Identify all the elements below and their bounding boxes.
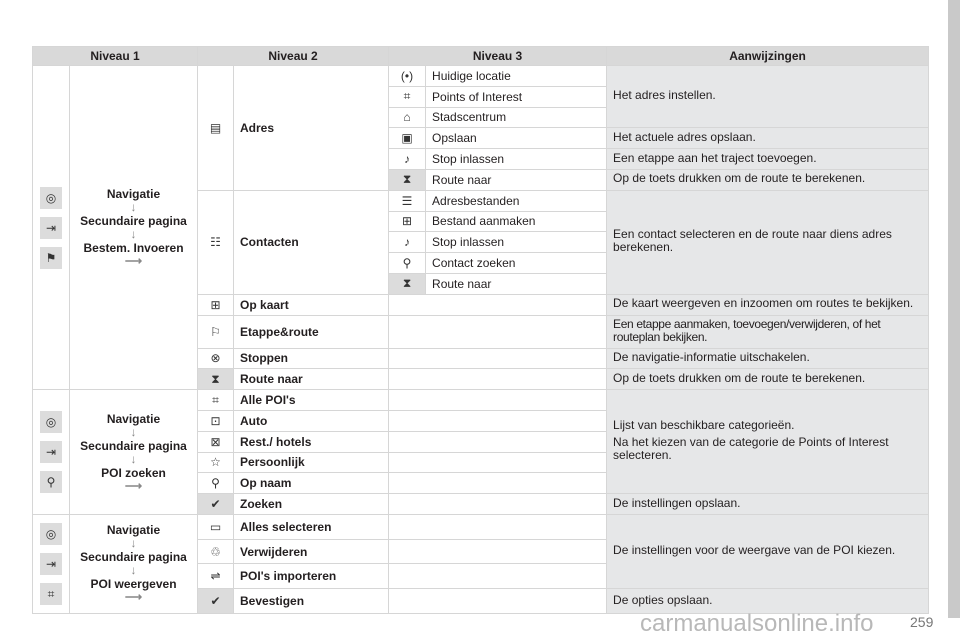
note-text: De instellingen voor de weergave van de POI kiezen. bbox=[613, 543, 896, 558]
level2-label[interactable]: Contacten bbox=[234, 190, 389, 294]
level1-step: Secundaire pagina bbox=[80, 438, 187, 453]
level3-label[interactable]: Points of Interest bbox=[426, 86, 607, 107]
level3-label[interactable]: Adresbestanden bbox=[426, 190, 607, 211]
instruction-note bbox=[607, 294, 929, 315]
navigation-icon[interactable]: ◎ bbox=[40, 187, 62, 209]
note-text: De navigatie-informatie uitschakelen. bbox=[613, 349, 810, 364]
level3-empty bbox=[389, 390, 607, 411]
level3-empty bbox=[389, 410, 607, 431]
header-niveau-1: Niveau 1 bbox=[33, 47, 198, 66]
save-icon[interactable]: ▣ bbox=[389, 128, 426, 149]
note-text: Lijst van beschikbare categorieën. bbox=[613, 418, 795, 433]
note-text: Een contact selecteren en de route naar diens adres berekenen. bbox=[613, 227, 892, 255]
instruction-note bbox=[607, 66, 929, 128]
instruction-note bbox=[607, 390, 929, 494]
poi-icon[interactable]: ⌗ bbox=[198, 390, 234, 411]
level2-label[interactable]: Op naam bbox=[234, 473, 389, 494]
route-to-icon[interactable]: ⧗ bbox=[389, 273, 426, 294]
navigation-menu-table bbox=[32, 46, 929, 614]
level1-step: Navigatie bbox=[106, 411, 161, 426]
level3-label[interactable]: Route naar bbox=[426, 169, 607, 190]
level2-label[interactable]: Verwijderen bbox=[234, 539, 389, 564]
address-icon[interactable]: ▤ bbox=[198, 66, 234, 191]
level2-label[interactable]: Auto bbox=[234, 410, 389, 431]
level3-empty bbox=[389, 348, 607, 369]
poi-display-icon[interactable]: ⌗ bbox=[40, 583, 62, 605]
address-book-icon[interactable]: ☰ bbox=[389, 190, 426, 211]
table-row bbox=[33, 390, 929, 411]
car-icon[interactable]: ⊡ bbox=[198, 410, 234, 431]
level1-icons bbox=[33, 514, 70, 613]
level3-empty bbox=[389, 315, 607, 348]
instruction-note bbox=[607, 169, 929, 190]
level1-icons bbox=[33, 66, 70, 390]
note-text: Een etappe aan het traject toevoegen. bbox=[613, 150, 817, 165]
header-niveau-3: Niveau 3 bbox=[389, 47, 607, 66]
instruction-note bbox=[607, 128, 929, 149]
star-icon[interactable]: ☆ bbox=[198, 452, 234, 473]
level3-label[interactable]: Opslaan bbox=[426, 128, 607, 149]
arrow-right-icon: ⟶ bbox=[124, 254, 143, 269]
note-text: De opties opslaan. bbox=[613, 592, 713, 607]
level3-label[interactable]: Stop inlassen bbox=[426, 232, 607, 253]
stop-navigation-icon[interactable]: ⊗ bbox=[198, 348, 234, 369]
note-text: Op de toets drukken om de route te berekenen. bbox=[613, 370, 866, 385]
hotel-icon[interactable]: ⊠ bbox=[198, 431, 234, 452]
level3-empty bbox=[389, 589, 607, 614]
level3-label[interactable]: Bestand aanmaken bbox=[426, 211, 607, 232]
select-all-icon[interactable]: ▭ bbox=[198, 514, 234, 539]
arrow-right-icon: ⟶ bbox=[124, 590, 143, 605]
level3-label[interactable]: Stadscentrum bbox=[426, 107, 607, 128]
level2-label[interactable]: Persoonlijk bbox=[234, 452, 389, 473]
instruction-note bbox=[607, 369, 929, 390]
level3-empty bbox=[389, 431, 607, 452]
poi-search-icon[interactable]: ⚲ bbox=[40, 471, 62, 493]
secondary-page-icon[interactable]: ⇥ bbox=[40, 553, 62, 575]
instruction-note bbox=[607, 494, 929, 515]
level1-path bbox=[70, 66, 198, 390]
level2-label[interactable]: Alles selecteren bbox=[234, 514, 389, 539]
level1-icons bbox=[33, 390, 70, 515]
level2-label[interactable]: Stoppen bbox=[234, 348, 389, 369]
header-row bbox=[33, 47, 929, 66]
note-text: Het actuele adres opslaan. bbox=[613, 129, 756, 144]
note-text: Het adres instellen. bbox=[613, 88, 716, 103]
table-row bbox=[33, 514, 929, 539]
page-side-tab bbox=[948, 0, 960, 618]
arrow-down-icon: ↓ bbox=[130, 200, 137, 215]
level2-label[interactable]: Rest./ hotels bbox=[234, 431, 389, 452]
level3-label[interactable]: Stop inlassen bbox=[426, 149, 607, 170]
city-centre-icon[interactable]: ⌂ bbox=[389, 107, 426, 128]
level1-step: Secundaire pagina bbox=[80, 214, 187, 229]
level2-label[interactable]: Alle POI's bbox=[234, 390, 389, 411]
level1-step: Secundaire pagina bbox=[80, 550, 187, 565]
route-to-icon[interactable]: ⧗ bbox=[198, 369, 234, 390]
level1-step: Navigatie bbox=[106, 187, 161, 202]
search-contact-icon[interactable]: ⚲ bbox=[389, 253, 426, 274]
header-niveau-2: Niveau 2 bbox=[198, 47, 389, 66]
level2-label[interactable]: Op kaart bbox=[234, 294, 389, 315]
check-icon[interactable]: ✔ bbox=[198, 494, 234, 515]
create-file-icon[interactable]: ⊞ bbox=[389, 211, 426, 232]
level3-empty bbox=[389, 473, 607, 494]
level2-label[interactable]: Bevestigen bbox=[234, 589, 389, 614]
level1-path bbox=[70, 514, 198, 613]
watermark: carmanualsonline.info bbox=[640, 610, 874, 637]
level2-label[interactable]: Zoeken bbox=[234, 494, 389, 515]
secondary-page-icon[interactable]: ⇥ bbox=[40, 441, 62, 463]
route-to-icon[interactable]: ⧗ bbox=[389, 169, 426, 190]
flag-icon[interactable]: ⚐ bbox=[198, 315, 234, 348]
level3-empty bbox=[389, 564, 607, 589]
secondary-page-icon[interactable]: ⇥ bbox=[40, 217, 62, 239]
current-location-icon[interactable]: (•) bbox=[389, 66, 426, 87]
instruction-note bbox=[607, 514, 929, 588]
level3-empty bbox=[389, 452, 607, 473]
check-icon[interactable]: ✔ bbox=[198, 589, 234, 614]
search-name-icon[interactable]: ⚲ bbox=[198, 473, 234, 494]
note-text: Op de toets drukken om de route te berekenen. bbox=[613, 171, 866, 186]
table-row bbox=[33, 66, 929, 87]
level2-label[interactable]: Adres bbox=[234, 66, 389, 191]
level1-step: Navigatie bbox=[106, 523, 161, 538]
instruction-note bbox=[607, 348, 929, 369]
destination-flag-icon[interactable]: ⚑ bbox=[40, 247, 62, 269]
level3-empty bbox=[389, 539, 607, 564]
header-aanwijzingen: Aanwijzingen bbox=[607, 47, 929, 66]
level2-label[interactable]: POI's importeren bbox=[234, 564, 389, 589]
navigation-icon[interactable]: ◎ bbox=[40, 411, 62, 433]
contacts-icon[interactable]: ☷ bbox=[198, 190, 234, 294]
poi-icon[interactable]: ⌗ bbox=[389, 86, 426, 107]
level2-label[interactable]: Etappe&route bbox=[234, 315, 389, 348]
instruction-note bbox=[607, 190, 929, 294]
map-icon[interactable]: ⊞ bbox=[198, 294, 234, 315]
note-text: Na het kiezen van de categorie de Points of Interest selecteren. bbox=[613, 435, 889, 463]
arrow-down-icon: ↓ bbox=[130, 227, 137, 242]
level1-path bbox=[70, 390, 198, 515]
level3-empty bbox=[389, 294, 607, 315]
page-number: 259 bbox=[910, 614, 934, 630]
level3-label[interactable]: Huidige locatie bbox=[426, 66, 607, 87]
arrow-down-icon: ↓ bbox=[130, 424, 137, 439]
arrow-down-icon: ↓ bbox=[130, 563, 137, 578]
insert-stop-icon[interactable]: ♪ bbox=[389, 149, 426, 170]
note-text: De instellingen opslaan. bbox=[613, 495, 741, 510]
instruction-note bbox=[607, 149, 929, 170]
arrow-down-icon: ↓ bbox=[130, 536, 137, 551]
arrow-down-icon: ↓ bbox=[130, 451, 137, 466]
trash-icon[interactable]: ♲ bbox=[198, 539, 234, 564]
level1-step: Bestem. Invoeren bbox=[83, 241, 184, 256]
level3-label[interactable]: Contact zoeken bbox=[426, 253, 607, 274]
insert-stop-icon[interactable]: ♪ bbox=[389, 232, 426, 253]
level3-empty bbox=[389, 514, 607, 539]
arrow-right-icon: ⟶ bbox=[124, 478, 143, 493]
usb-import-icon[interactable]: ⇌ bbox=[198, 564, 234, 589]
navigation-icon[interactable]: ◎ bbox=[40, 523, 62, 545]
level3-empty bbox=[389, 369, 607, 390]
note-text: Een etappe aanmaken, toevoegen/verwijderen, of het routeplan bekijken. bbox=[613, 316, 881, 344]
level3-empty bbox=[389, 494, 607, 515]
note-text: De kaart weergeven en inzoomen om routes te bekijken. bbox=[613, 296, 914, 311]
level1-step: POI weergeven bbox=[90, 577, 177, 592]
level2-label[interactable]: Route naar bbox=[234, 369, 389, 390]
level1-step: POI zoeken bbox=[101, 465, 166, 480]
instruction-note bbox=[607, 315, 929, 348]
level3-label[interactable]: Route naar bbox=[426, 273, 607, 294]
